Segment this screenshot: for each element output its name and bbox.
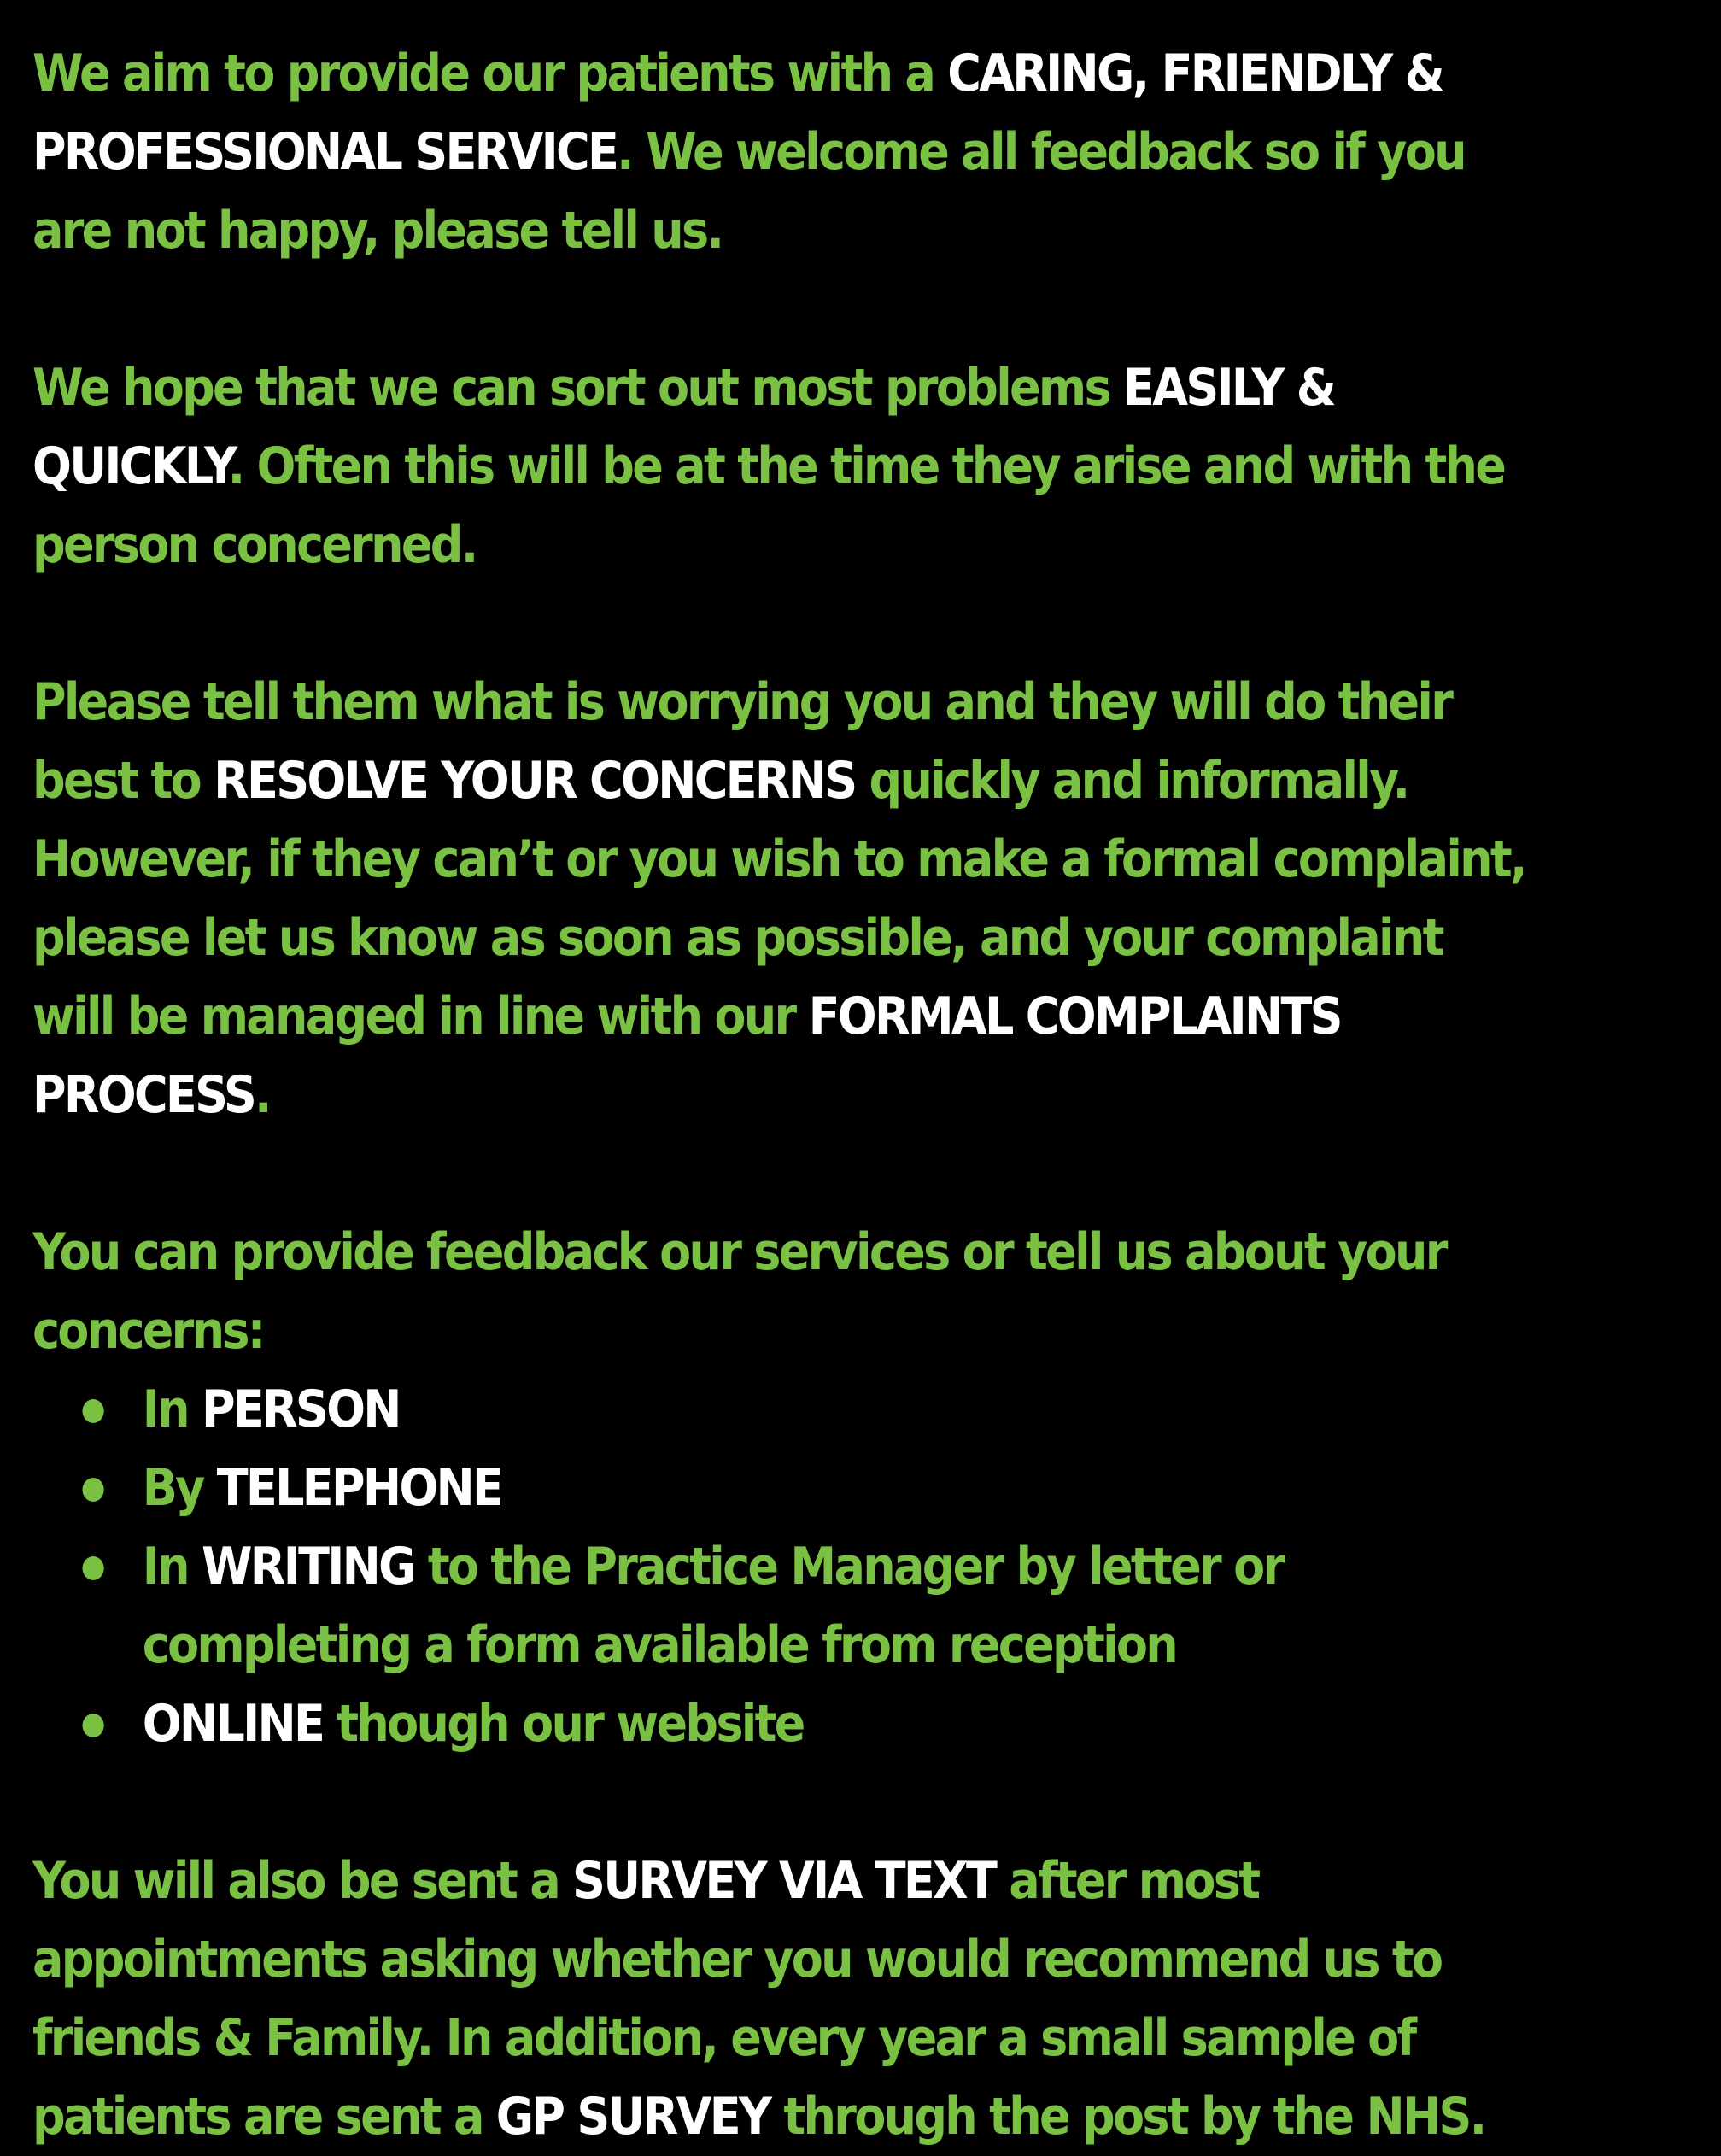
text: In bbox=[142, 1380, 202, 1439]
text: In bbox=[142, 1537, 202, 1596]
highlight-text: GP SURVEY bbox=[495, 2087, 770, 2147]
text: . Often this will be at the time they arise and with the person concerned. bbox=[32, 436, 1505, 575]
text: We hope that we can sort out most problems bbox=[32, 358, 1124, 418]
text: though our website bbox=[323, 1694, 804, 1754]
highlight-text: EASILY & QUICKLY bbox=[32, 358, 1335, 496]
resolution-paragraph bbox=[32, 349, 1531, 584]
list-item bbox=[143, 1684, 1531, 1763]
list-item bbox=[143, 1370, 1531, 1449]
bullet-icon bbox=[83, 1556, 104, 1580]
text: By bbox=[142, 1458, 217, 1518]
list-item bbox=[143, 1449, 1531, 1527]
highlight-text: FORMAL COMPLAINTS PROCESS bbox=[32, 987, 1341, 1125]
text: Please tell them what is worrying you and they will do their best to bbox=[32, 672, 1452, 811]
highlight-text: SURVEY VIA TEXT bbox=[572, 1851, 996, 1911]
bullet-icon bbox=[83, 1714, 104, 1737]
text: We aim to provide our patients with a bbox=[32, 44, 948, 103]
highlight-text: WRITING bbox=[201, 1537, 414, 1596]
text: You will also be sent a bbox=[32, 1851, 573, 1911]
intro-paragraph bbox=[32, 34, 1531, 270]
highlight-text: ONLINE bbox=[142, 1694, 324, 1754]
text: quickly and informally. However, if they can’t or you wish to make a formal complaint, please let us know as soon as possible, and your complaint will be managed in line with our bbox=[32, 751, 1525, 1046]
text: . We welcome all feedback so if you are not happy, please tell us. bbox=[32, 122, 1465, 261]
list-item bbox=[143, 1527, 1531, 1684]
survey-paragraph bbox=[32, 1842, 1531, 2156]
text: You can provide feedback our services or tell us about your concerns: bbox=[32, 1222, 1446, 1361]
highlight-text: TELEPHONE bbox=[216, 1458, 502, 1518]
text: . bbox=[255, 1065, 270, 1125]
text: after most appointments asking whether you would recommend us to friends & Family. In addition, every year a small sample of patients are sent a bbox=[32, 1851, 1442, 2147]
bullet-icon bbox=[83, 1478, 104, 1502]
feedback-methods-list bbox=[32, 1370, 1531, 1763]
complaints-paragraph bbox=[32, 663, 1531, 1134]
bullet-icon bbox=[83, 1399, 104, 1423]
text: through the post by the NHS. bbox=[770, 2087, 1485, 2147]
highlight-text: CARING, FRIENDLY & PROFESSIONAL SERVICE bbox=[32, 44, 1443, 182]
highlight-text: PERSON bbox=[201, 1380, 400, 1439]
highlight-text: RESOLVE YOUR CONCERNS bbox=[214, 751, 856, 811]
feedback-intro-paragraph bbox=[32, 1213, 1531, 1370]
text: to the Practice Manager by letter or completing a form available from reception bbox=[142, 1537, 1284, 1675]
feedback-document bbox=[32, 34, 1531, 2156]
